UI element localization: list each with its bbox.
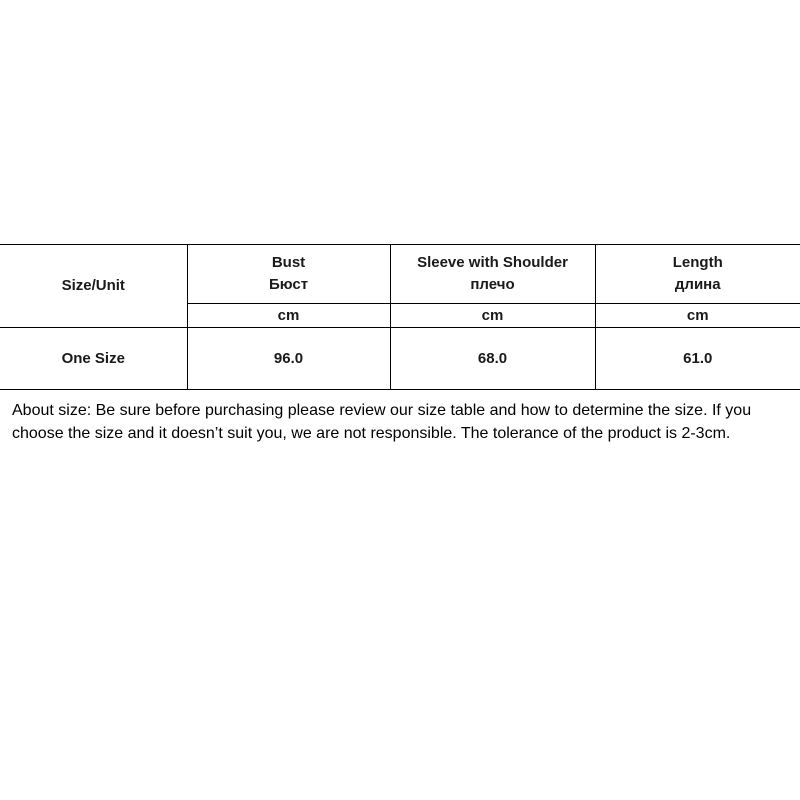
sleeve-value: 68.0	[390, 328, 595, 390]
length-unit: cm	[595, 304, 800, 328]
size-unit-header	[0, 245, 187, 328]
size-note: About size: Be sure before purchasing please review our size table and how to determine the size. If you choose the size and it doesn’t suit you, we are not responsible. The tolerance of the product is 2-3cm.	[12, 402, 752, 442]
length-label-ru: длина	[674, 276, 721, 293]
bust-label-en: Bust	[271, 254, 306, 271]
sleeve-unit: cm	[390, 304, 595, 328]
length-value: 61.0	[595, 328, 800, 390]
bust-value: 96.0	[187, 328, 390, 390]
size-value: One Size	[0, 328, 187, 390]
bust-unit: cm	[187, 304, 390, 328]
table-row	[0, 328, 800, 390]
size-table	[0, 244, 800, 390]
length-label-en: Length	[672, 254, 723, 271]
size-unit-label: Size/Unit	[61, 277, 125, 294]
bust-label-ru: Бюст	[268, 276, 309, 293]
table-header-row	[0, 245, 800, 304]
bust-header	[187, 245, 390, 304]
sleeve-header	[390, 245, 595, 304]
length-header	[595, 245, 800, 304]
sleeve-label-en: Sleeve with Shoulder	[417, 254, 568, 271]
sleeve-label-ru: плечо	[470, 276, 515, 293]
